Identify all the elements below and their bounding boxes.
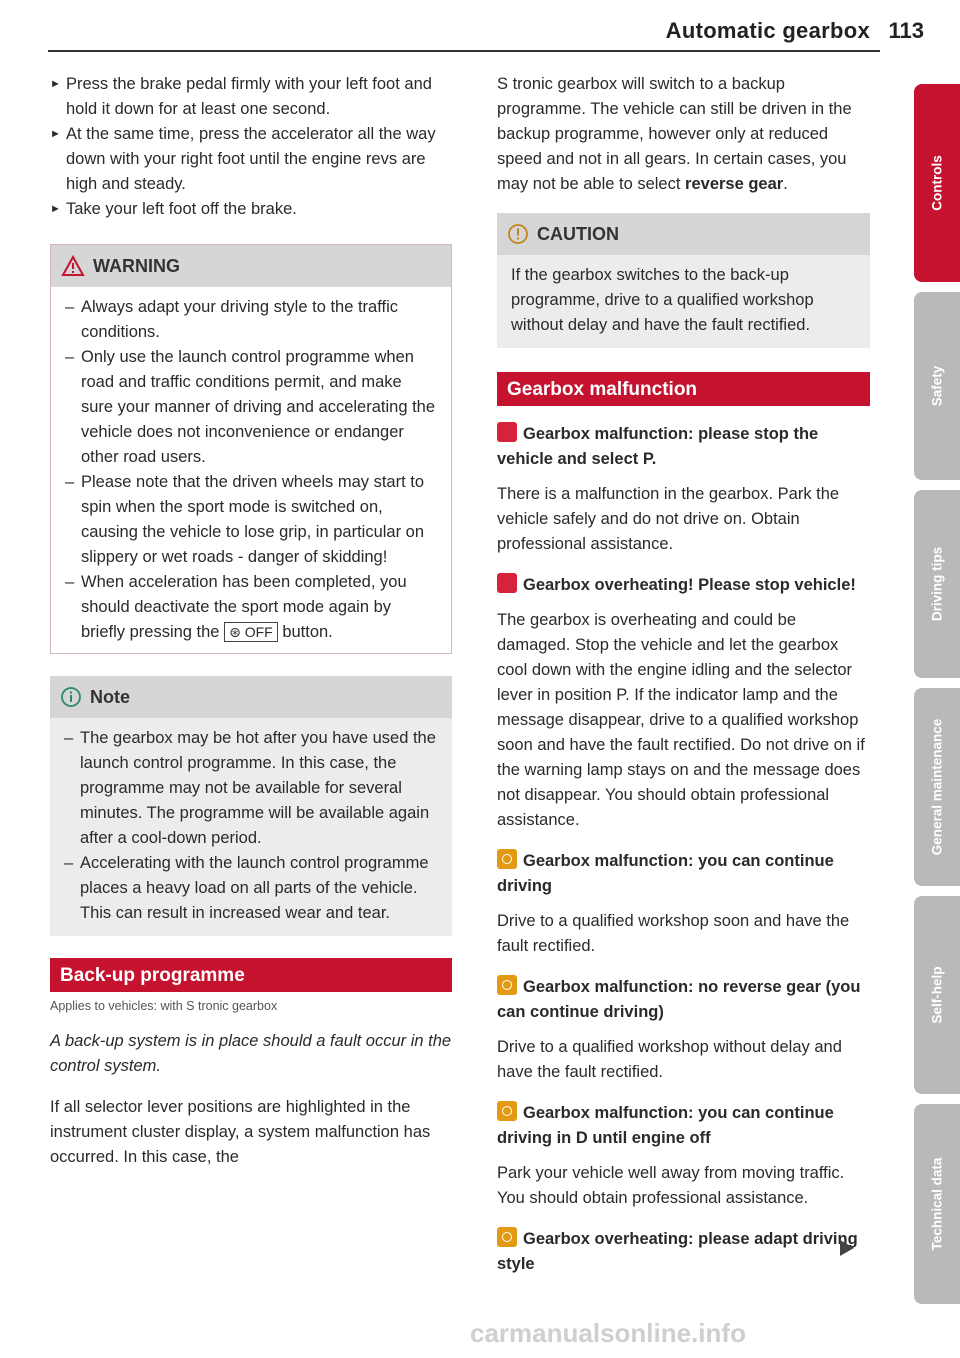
list-item: – Always adapt your driving style to the traffic conditions. [65, 298, 399, 341]
list-item: – Accelerating with the launch control programme places a heavy load on all parts of the vehicle. This can result in increased wear and tear. [64, 854, 429, 922]
caution-title: CAUTION [537, 223, 619, 244]
caution-body [497, 255, 870, 338]
red-warning-lamp-icon [497, 422, 517, 442]
esc-off-button-label: ⊛ OFF [224, 622, 278, 642]
page-header-title: Automatic gearbox [665, 18, 870, 43]
tab-general-maintenance[interactable]: General maintenance [914, 688, 960, 886]
watermark: carmanualsonline.info [470, 1318, 746, 1348]
section-body: If all selector lever positions are highlighted in the instrument cluster display, a system malfunction has occurred. In this case, the [50, 1098, 431, 1166]
applies-to-text: Applies to vehicles: with S tronic gearbox [50, 999, 278, 1013]
caution-icon [507, 223, 529, 245]
warning-header [51, 245, 451, 287]
tab-driving-tips[interactable]: Driving tips [914, 490, 960, 678]
yellow-gearbox-lamp-icon [497, 849, 517, 869]
tab-controls[interactable]: Controls [914, 84, 960, 282]
message-text: Drive to a qualified workshop without delay and have the fault rectified. [497, 1038, 842, 1081]
list-item: – When acceleration has been completed, you should deactivate the sport mode again by briefly pressing the ⊛ OFF button. [65, 573, 407, 641]
message-text: Park your vehicle well away from moving traffic. You should obtain professional assistance. [497, 1164, 845, 1207]
page-number: 113 [888, 18, 924, 43]
header-divider [48, 50, 880, 52]
yellow-gearbox-lamp-icon [497, 975, 517, 995]
red-warning-lamp-icon [497, 573, 517, 593]
message-heading: Gearbox malfunction: you can continue driving [497, 849, 870, 899]
continue-arrow-icon [840, 1240, 854, 1256]
note-body [50, 718, 452, 926]
yellow-gearbox-lamp-icon [497, 1101, 517, 1121]
list-item: – The gearbox may be hot after you have used the launch control programme. In this case, the programme may not be available for several minutes. The programme will be available again after a cool-down period. [64, 729, 436, 847]
list-item: – Please note that the driven wheels may start to spin when the sport mode is switched on, causing the vehicle to lose grip, in particular on slippery or wet roads - danger of skidding! [65, 473, 425, 566]
message-text: The gearbox is overheating and could be damaged. Stop the vehicle and let the gearbox cool down with the engine idling and the selector lever in position P. If the indicator lamp and the message disappear, drive to a qualified workshop soon and have the fault rectified. Do not drive on if the warning lamp stays on and the message does not disappear. You should obtain professional assistance. [497, 611, 865, 829]
tab-safety[interactable]: Safety [914, 292, 960, 480]
bullet-arrow-icon: ► [50, 128, 61, 140]
note-header [50, 676, 452, 718]
warning-title: WARNING [93, 255, 180, 276]
warning-body [51, 287, 451, 645]
message-heading: Gearbox overheating! Please stop vehicle! [497, 573, 870, 598]
message-heading: Gearbox malfunction: no reverse gear (you can continue driving) [497, 975, 870, 1025]
message-heading: Gearbox malfunction: please stop the vehicle and select P. [497, 422, 870, 472]
right-column [497, 72, 870, 1287]
info-icon [60, 686, 82, 708]
warning-triangle-icon [61, 255, 85, 277]
tab-technical-data[interactable]: Technical data [914, 1104, 960, 1304]
continued-paragraph: S tronic gearbox will switch to a backup programme. The vehicle can still be driven in the backup programme, however only at reduced speed and not in all gears. In certain cases, you may not be able to select reverse gear. [497, 75, 852, 193]
bullet-item: ► At the same time, press the accelerator all the way down with your right foot until the engine revs are high and steady. [50, 122, 452, 197]
caution-text: If the gearbox switches to the back-up programme, drive to a qualified workshop without delay and have the fault rectified. [511, 266, 814, 334]
yellow-gearbox-lamp-icon [497, 1227, 517, 1247]
bullet-item: ► Press the brake pedal firmly with your left foot and hold it down for at least one second. [50, 72, 452, 122]
message-text: There is a malfunction in the gearbox. Park the vehicle safely and do not drive on. Obtain professional assistance. [497, 485, 840, 553]
bullet-arrow-icon: ► [50, 78, 61, 90]
tab-self-help[interactable]: Self-help [914, 896, 960, 1094]
note-box [50, 676, 452, 936]
warning-box [50, 244, 452, 654]
bullet-arrow-icon: ► [50, 203, 61, 215]
caution-header [497, 213, 870, 255]
section-title-backup: Back-up programme [50, 958, 452, 992]
section-intro: A back-up system is in place should a fault occur in the control system. [50, 1032, 452, 1075]
list-item: – Only use the launch control programme when road and traffic conditions permit, and make sure your manner of driving and accelerating the vehicle does not inconvenience or endanger other road users. [65, 348, 436, 466]
esc-icon: ⊛ [229, 624, 241, 640]
left-column [50, 72, 452, 1186]
note-title: Note [90, 686, 130, 707]
message-heading: Gearbox overheating: please adapt driving style [497, 1227, 870, 1277]
section-title-malfunction: Gearbox malfunction [497, 372, 870, 406]
message-text: Drive to a qualified workshop soon and have the fault rectified. [497, 912, 850, 955]
message-heading: Gearbox malfunction: you can continue driving in D until engine off [497, 1101, 870, 1151]
caution-box [497, 213, 870, 348]
bullet-item: ► Take your left foot off the brake. [50, 197, 452, 222]
